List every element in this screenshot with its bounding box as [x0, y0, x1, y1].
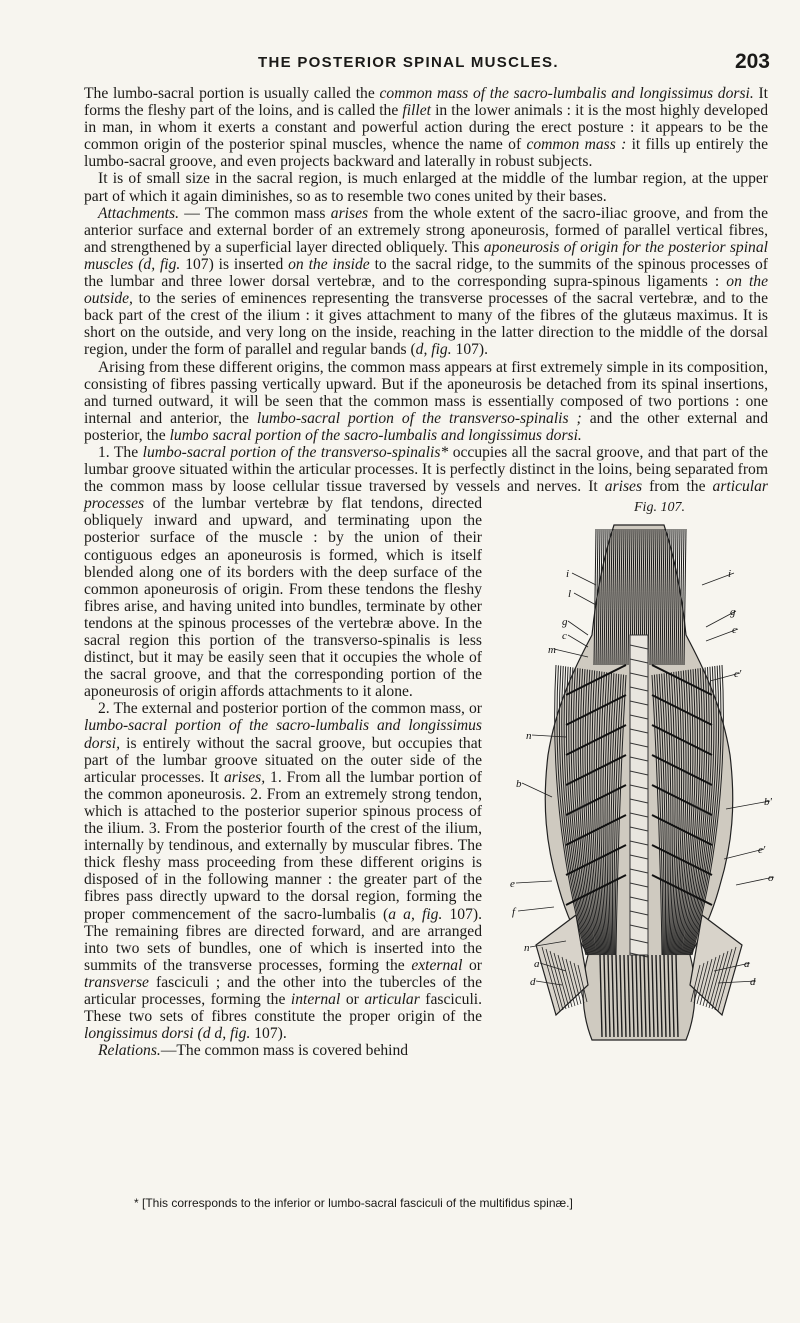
figure-label: c	[562, 630, 567, 643]
figure-label: e'	[758, 844, 766, 857]
paragraph-size: It is of small size in the sacral region, is much enlarged at the middle of the lumbar region, at the upper part of which it again diminishes, so as to resemble two cones united by their bases.	[84, 170, 768, 205]
muscle-illustration	[496, 515, 792, 1050]
figure-label: b'	[764, 796, 772, 809]
figure-label: d	[530, 976, 536, 989]
figure-label: d	[750, 976, 756, 989]
page-number: 203	[734, 50, 770, 73]
figure-label: m	[548, 644, 556, 657]
figure-label: l	[568, 588, 572, 601]
figure-label: i	[728, 568, 732, 581]
figure-label: i	[566, 568, 570, 581]
figure-label: a	[534, 958, 540, 971]
paragraph-composition: Arising from these different origins, the common mass appears at first extremely simple in its composition, consisting of fibres passing vertically upward. But if the aponeurosis be detached from its spinal insertions, and turned outward, it will be seen that the common mass is essentially composed of two portions : one internal and anterior, the lumbo-sacral portion of the transverso-spinalis ; and the other external and posterior, the lumbo sacral portion of the sacro-lumbalis and longissimus dorsi.	[84, 358, 768, 444]
paragraph-intro: The lumbo-sacral portion is usually called the common mass of the sacro-lumbalis and longissimus dorsi. It forms the fleshy part of the loins, and is called the fillet in the lower animals : it is the most highly developed in man, in whom it exerts a constant and powerful action during the erect posture : it appears to be the common origin of the posterior spinal muscles, whence the name of common mass : it fills up entirely the lumbo-sacral groove, and even projects backward and laterally in robust subjects.	[84, 85, 768, 171]
figure-label: o	[768, 872, 774, 885]
figure-label: g	[730, 606, 736, 619]
paragraph-relations: Relations.—The common mass is covered behind	[98, 1042, 409, 1060]
figure-label: a	[744, 958, 750, 971]
figure-caption: Fig. 107.	[634, 500, 685, 516]
paragraph-attachments: Attachments. — The common mass arises from the whole extent of the sacro-iliac groove, and from the anterior surface and external border of an extremely strong aponeurosis, formed of parallel vertical fibres, and strengthened by a superficial layer directed obliquely. This aponeurosis of origin for the posterior spinal muscles (d, fig. 107) is inserted on the inside to the sacral ridge, to the summits of the spinous processes of the lumbar and three lower dorsal vertebræ, and to the corresponding supra-spinous ligaments : on the outside, to the series of eminences representing the transverse processes of the sacral vertebræ, and to the back part of the crest of the ilium : it gives attachment to many of the fibres of the glutæus maximus. It is short on the outside, and very long on the inside, reaching in the latter direction to the middle of the dorsal region, under the form of parallel and regular bands (d, fig. 107).	[84, 204, 769, 359]
figure-label: b	[516, 778, 522, 791]
figure-label: c	[732, 624, 737, 637]
figure-label: n	[524, 942, 530, 955]
page-header	[0, 50, 800, 80]
figure-label: e	[510, 878, 515, 891]
figure-label: n	[526, 730, 532, 743]
figure-label: g	[562, 616, 568, 629]
paragraph-sacro-lumbalis: 2. The external and posterior portion of the common mass, or lumbo-sacral portion of the sacro-lumbalis and longissimus dorsi, is entirely without the sacral groove, but occupies that part of the lumbar groove situated on the outer side of the articular processes. It arises, 1. From all the lumbar portion of the common aponeurosis. 2. From an extremely strong tendon, which is attached to the posterior superior spinous process of the ilium. 3. From the posterior fourth of the crest of the ilium, internally by tendinous, and externally by muscular fibres. The thick fleshy mass proceeding from these different origins is disposed of in the following manner : the greater part of the fibres pass directly upward to the dorsal region, forming the proper commencement of the sacro-lumbalis (a a, fig. 107). The remaining fibres are directed forward, and are arranged into two sets of bundles, one of which is inserted into the summits of the transverse processes, forming the external or transverse fasciculi ; and the other into the tubercles of the articular processes, forming the internal or articular fasciculi. These two sets of fibres constitute the proper origin of the longissimus dorsi (d d, fig. 107).	[84, 700, 483, 1043]
body-text	[84, 85, 774, 1060]
figure-label: f	[512, 906, 516, 919]
paragraph-transverso-spinalis: 1. The lumbo-sacral portion of the transverso-spinalis* occupies all the sacral groove, and that part of the lumbar groove situated within the articular processes. It is perfectly distinct in the loins, being separated from the common mass by loose cellular tissue traversed by vessels and nerves. It arises from the Fig. 107. i i l g g c c m c' n b b' e e' o f n a a d d articular processes of the lumbar vertebræ by flat tendons, directed obliquely inward and upward, and terminating upon the posterior surface of the muscle : by the union of their contiguous edges an aponeurosis is formed, which is itself blended along one of its borders with the deep surface of the common aponeurosis of origin. From these tendons the fleshy fibres arise, and having united into bundles, terminate by other tendons at the spinous processes of the vertebræ above. In the sacral region this portion of the transverso-spinalis is less distinct, but it may be easily seen that it occupies the whole of the sacral groove, and that the corresponding portion of the aponeurosis of origin affords attachments to it alone.	[84, 444, 768, 700]
footnote: * [This corresponds to the inferior or lumbo-sacral fasciculi of the multifidus spinæ.]	[134, 1196, 573, 1210]
figure-107	[496, 495, 792, 1050]
running-head: THE POSTERIOR SPINAL MUSCLES.	[258, 54, 559, 71]
figure-label: c'	[734, 668, 742, 681]
